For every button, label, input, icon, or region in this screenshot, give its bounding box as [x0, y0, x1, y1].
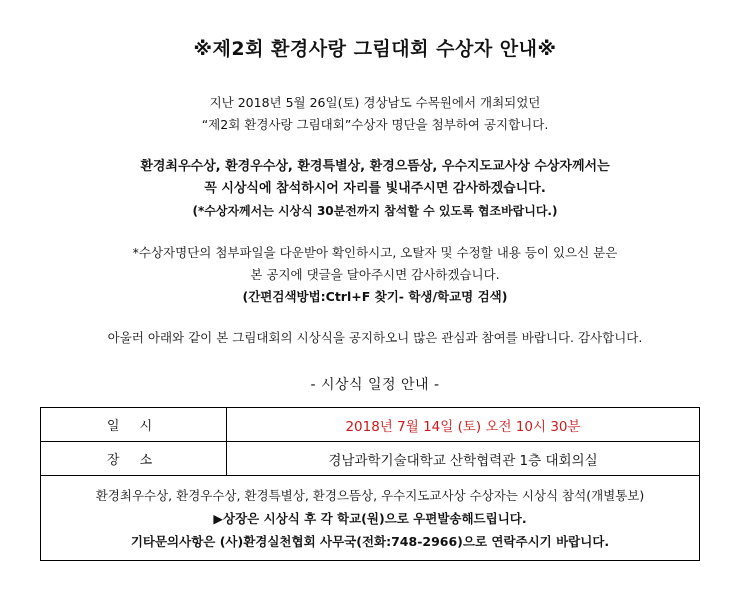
schedule-row-place [41, 442, 700, 476]
note-certificate-mail: ▶상장은 시상식 후 각 학교(원)으로 우편발송해드립니다. [213, 510, 527, 526]
attendance-line-1: 환경최우수상, 환경우수상, 환경특별상, 환경으뜸상, 우수지도교사상 수상자께서는 [140, 159, 610, 174]
note-attendance: 환경최우수상, 환경우수상, 환경특별상, 환경으뜸상, 우수지도교사상 수상자는 시상식 참석(개별통보) [95, 487, 645, 503]
schedule-table [40, 407, 700, 561]
attendance-paragraph [0, 156, 750, 222]
place-value: 경남과학기술대학교 산학협력관 1층 대회의실 [227, 442, 700, 476]
note-contact: 기타문의사항은 (사)환경실천협회 사무국(전화:748-2966)으로 연락주시기 바랍니다. [130, 533, 610, 549]
schedule-notes [41, 476, 700, 561]
attendance-line-3: (*수상자께서는 시상식 30분전까지 참석할 수 있도록 협조바랍니다.) [192, 204, 558, 218]
list-notice-line-1: *수상자명단의 첨부파일을 다운받아 확인하시고, 오탈자 및 수정할 내용 등이 있으신 분은 [132, 245, 618, 260]
list-notice-line-2: 본 공지에 댓글을 달아주시면 감사하겠습니다. [250, 267, 500, 282]
page-title: ※제2회 환경사랑 그림대회 수상자 안내※ [193, 38, 557, 60]
search-tip: (간편검색방법:Ctrl+F 찾기- 학생/학교명 검색) [242, 289, 508, 304]
intro-line-2: “제2회 환경사랑 그림대회”수상자 명단을 첨부하여 공지합니다. [201, 117, 549, 132]
schedule-row-date [41, 408, 700, 442]
intro-paragraph [0, 92, 750, 136]
list-notice-paragraph [0, 242, 750, 308]
place-label: 장 소 [41, 442, 227, 476]
intro-line-1: 지난 2018년 5월 26일(토) 경상남도 수목원에서 개최되었던 [209, 95, 541, 110]
schedule-row-notes [41, 476, 700, 561]
attendance-line-2: 꼭 시상식에 참석하시어 자리를 빛내주시면 감사하겠습니다. [204, 181, 546, 196]
date-label: 일 시 [41, 408, 227, 442]
closing-paragraph: 아울러 아래와 같이 본 그림대회의 시상식을 공지하오니 많은 관심과 참여를 바랍니다. 감사합니다. [107, 330, 643, 345]
date-value: 2018년 7월 14일 (토) 오전 10시 30분 [227, 408, 700, 442]
schedule-heading: - 시상식 일정 안내 - [310, 377, 440, 393]
